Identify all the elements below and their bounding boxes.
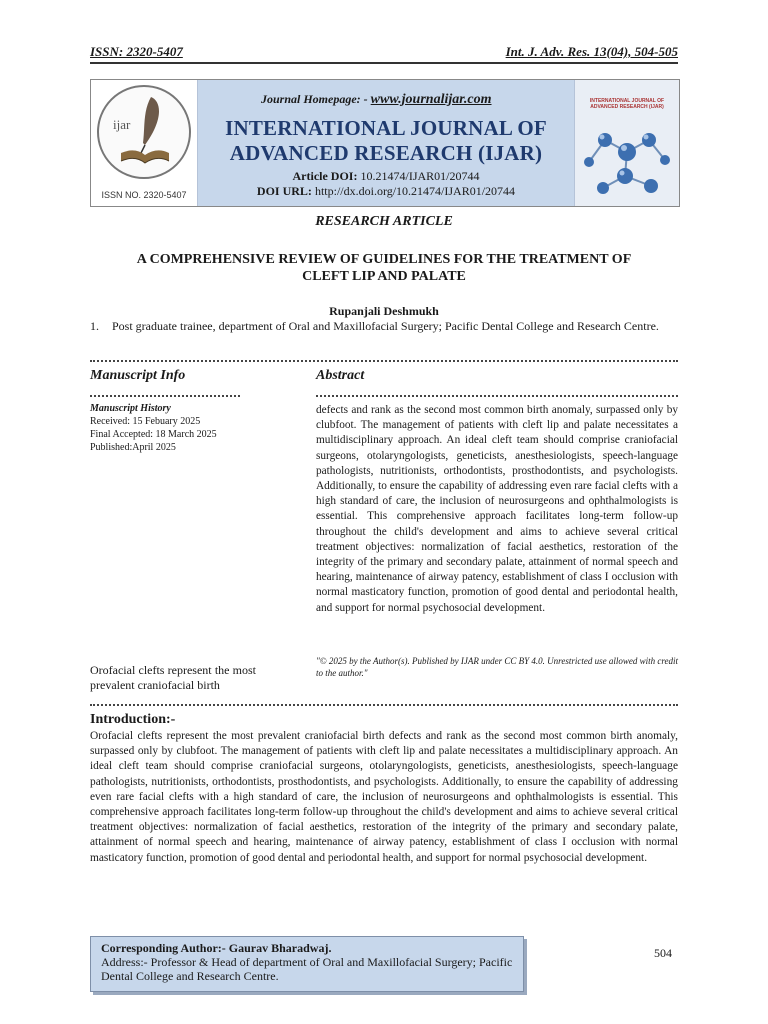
- introduction-heading: Introduction:-: [90, 712, 176, 727]
- corresponding-address: Address:- Professor & Head of department of Oral and Maxillofacial Surgery; Pacific Dental College and Research Centre.: [101, 955, 513, 983]
- abstract-lead-text: Orofacial clefts represent the most prevalent craniofacial birth: [90, 663, 256, 692]
- doi-url: [206, 184, 566, 199]
- doi-value: 10.21474/IJAR01/20744: [360, 169, 480, 183]
- author-affiliation: [90, 319, 678, 334]
- issn-text: ISSN: 2320-5407: [90, 44, 183, 59]
- paper-title-line1: A COMPREHENSIVE REVIEW OF GUIDELINES FOR THE TREATMENT OF: [136, 252, 632, 267]
- homepage-link[interactable]: www.journalijar.com: [370, 92, 492, 107]
- journal-cover-image: [574, 80, 679, 206]
- manuscript-history: [90, 402, 300, 454]
- header-rule: [90, 62, 678, 64]
- author-name: Rupanjali Deshmukh: [329, 304, 439, 318]
- abstract-heading: Abstract: [316, 368, 365, 383]
- article-doi: [206, 169, 566, 184]
- manuscript-history-heading: Manuscript History: [90, 403, 171, 414]
- dotted-divider-2: [90, 704, 678, 706]
- logo-emblem: [97, 85, 191, 179]
- journal-title-line1: INTERNATIONAL JOURNAL OF: [225, 116, 547, 140]
- cover-title: INTERNATIONAL JOURNAL OF ADVANCED RESEARCH (IJAR): [589, 98, 665, 110]
- abstract-divider: [316, 395, 678, 397]
- manuscript-info-heading: Manuscript Info: [90, 368, 186, 383]
- journal-homepage: [261, 92, 492, 108]
- received-date: Received: 15 Febuary 2025: [90, 416, 201, 427]
- page-number: 504: [654, 946, 672, 960]
- affiliation-text: Post graduate trainee, department of Oral and Maxillofacial Surgery; Pacific Dental College and Research Centre.: [112, 319, 659, 333]
- affiliation-number: 1.: [90, 319, 99, 333]
- abstract-text: defects and rank as the second most common birth anomaly, surpassed only by clubfoot. The management of patients with cleft lip and palate necessitates a multidisciplinary approach. An ideal cleft team should comprise craniofacial surgeons, otolaryngologists, geneticists, anesthesiologists, speech-language pathologists, nutritionists, orthodontists, prosthodontists, and psychologists. Additionally, to ensure the capability of addressing even rare facial clefts with a high standard of care, the inclusion of neurosurgeons and ophthalmologists is essential. This comprehensive approach facilitates long-term follow-up throughout the child's development and aims to achieve several critical treatment objectives: normalization of facial aesthetics, restoration of the integrity of the primary and secondary palate, attainment of normal speech and hearing, maintenance of airway patency, establishment of class I occlusion with normal masticatory function, promotion of good dental and periodontal health, and support for normal psychosocial development.: [316, 404, 678, 614]
- article-type: RESEARCH ARTICLE: [315, 214, 453, 229]
- logo-text: ijar: [113, 117, 131, 132]
- doi-url-link[interactable]: http://dx.doi.org/10.21474/IJAR01/20744: [314, 184, 516, 198]
- license-note: "© 2025 by the Author(s). Published by IJAR under CC BY 4.0. Unrestricted use allowed with credit to the author.": [316, 656, 678, 678]
- logo-issn-text: ISSN NO. 2320-5407: [101, 190, 187, 200]
- paper-title-line2: CLEFT LIP AND PALATE: [302, 269, 466, 284]
- journal-banner: [90, 79, 680, 207]
- manuscript-divider: [90, 395, 240, 397]
- dotted-divider: [90, 360, 678, 362]
- journal-logo: [91, 80, 198, 206]
- paper-title: [90, 251, 678, 285]
- corresponding-author-heading: Corresponding Author:- Gaurav Bharadwaj.: [101, 941, 332, 955]
- doi-label: Article DOI:: [292, 169, 358, 183]
- citation-text: Int. J. Adv. Res. 13(04), 504-505: [505, 44, 678, 59]
- corresponding-author-box: [90, 936, 524, 992]
- published-date: Published:April 2025: [90, 442, 176, 453]
- molecule-icon: [575, 80, 679, 206]
- homepage-label: Journal Homepage: -: [261, 92, 368, 106]
- introduction-text: Orofacial clefts represent the most prevalent craniofacial birth defects and rank as the second most common birth anomaly, surpassed only by clubfoot. The management of patients with cleft lip and palate necessitates a multidisciplinary approach. An ideal cleft team should comprise craniofacial surgeons, otolaryngologists, geneticists, anesthesiologists, speech-language pathologists, nutritionists, orthodontists, prosthodontists, and psychologists. Additionally, to ensure the capability of addressing even rare facial clefts with a high standard of care, the inclusion of neurosurgeons and ophthalmologists is essential. This comprehensive approach facilitates long-term follow-up throughout the child's development and aims to achieve several critical treatment objectives: normalization of facial aesthetics, restoration of the integrity of the primary and secondary palate, attainment of normal speech and hearing, maintenance of airway patency, establishment of class I occlusion with normal masticatory function, promotion of good dental and periodontal health, and support for normal psychosocial development.: [90, 730, 678, 864]
- journal-title-line2: ADVANCED RESEARCH (IJAR): [229, 141, 543, 165]
- journal-title: [206, 116, 566, 166]
- accepted-date: Final Accepted: 18 March 2025: [90, 429, 217, 440]
- doi-url-label: DOI URL:: [256, 184, 312, 198]
